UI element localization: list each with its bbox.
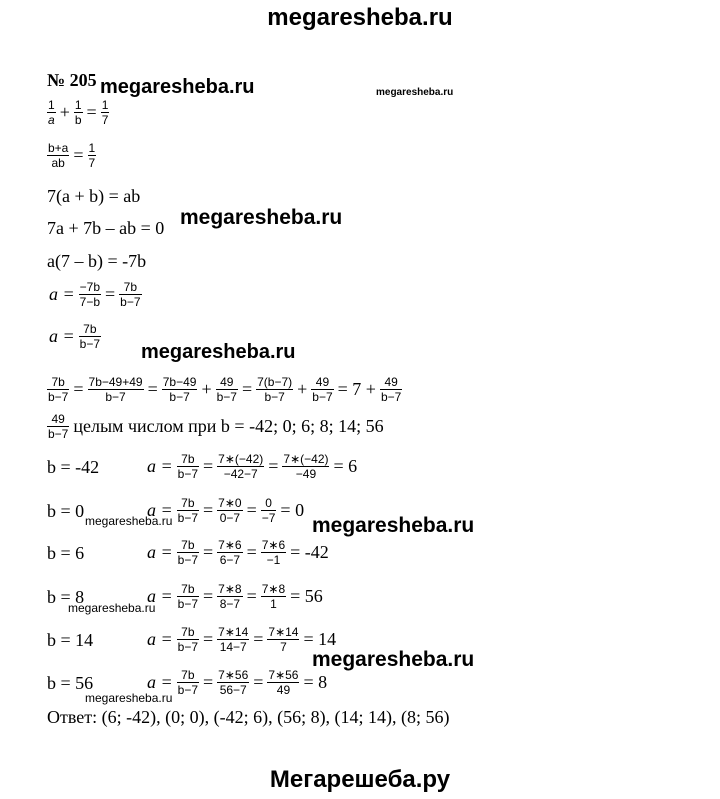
equation-line-3: 7(a + b) = ab: [47, 186, 141, 206]
case-b-value: b = -42: [47, 456, 100, 477]
header-watermark: megaresheba.ru: [267, 4, 453, 31]
watermark: megaresheba.ru: [312, 648, 475, 671]
case-frac-1: $\frac{7b}{b-7}$: [177, 625, 199, 654]
case-row: b = 0 a = $\frac{7b}{b-7}$ = $\frac{7∗0}{0-7}$ = $\frac{0}{-7}$ = 0: [47, 496, 305, 525]
equation-line-4: 7a + 7b – ab = 0: [47, 218, 165, 238]
case-lhs: a =: [147, 500, 173, 520]
case-row: b = 14 a = $\frac{7b}{b-7}$ = $\frac{7∗14}{14-7}$ = $\frac{7∗14}{7}$ = 14: [47, 625, 337, 654]
equation-line-6: a = $\frac{-7b}{7-b}$ = $\frac{7b}{b-7}$: [49, 280, 141, 309]
case-result: = 56: [290, 586, 323, 606]
footer-watermark: Мегарешеба.ру: [269, 766, 451, 793]
case-frac-3: $\frac{7∗56}{49}$: [268, 668, 299, 697]
case-result: = 8: [303, 672, 328, 692]
watermark: megaresheba.ru: [312, 514, 475, 537]
case-frac-1: $\frac{7b}{b-7}$: [177, 496, 199, 525]
watermark: megaresheba.ru: [68, 601, 156, 615]
case-b-value: b = 14: [47, 629, 94, 650]
case-result: = 14: [303, 629, 337, 649]
case-frac-1: $\frac{7b}{b-7}$: [177, 538, 199, 567]
case-row: b = -42 a = $\frac{7b}{b-7}$ = $\frac{7∗(-42)}{-42-7}$ = $\frac{7∗(-42)}{-49}$ = 6: [47, 452, 358, 481]
watermark: megaresheba.ru: [85, 514, 173, 528]
case-frac-2: $\frac{7∗6}{6-7}$: [218, 538, 242, 567]
case-lhs: a =: [147, 542, 173, 562]
case-result: = 0: [280, 500, 305, 520]
case-b-value: b = 0: [47, 500, 85, 521]
watermark: megaresheba.ru: [85, 691, 173, 705]
case-frac-2: $\frac{7∗14}{14-7}$: [218, 625, 249, 654]
case-frac-2: $\frac{7∗0}{0-7}$: [218, 496, 242, 525]
case-result: = -42: [290, 542, 329, 562]
equation-line-7: a = $\frac{7b}{b-7}$: [49, 322, 101, 351]
equation-line-8: $\frac{7b}{b-7}$ = $\frac{7b-49+49}{b-7}$ = $\frac{7b-49}{b-7}$ + $\frac{49}{b-7}$ = $\frac{7(b-7)}{b-7}$ + $\frac{49}{b-7}$ = 7 + $\frac{49}{b-7}$: [48, 375, 402, 404]
case-frac-1: $\frac{7b}{b-7}$: [177, 452, 199, 481]
case-lhs: a =: [147, 456, 173, 476]
case-frac-2: $\frac{7∗56}{56-7}$: [218, 668, 249, 697]
case-lhs: a =: [147, 586, 173, 606]
watermark: megaresheba.ru: [376, 87, 454, 98]
equation-line-1: $\frac{1}{a}$ + $\frac{1}{b}$ = $\frac{1}{7}$: [48, 98, 109, 127]
watermark: megaresheba.ru: [100, 76, 255, 98]
case-lhs: a =: [147, 672, 173, 692]
case-frac-2: $\frac{7∗8}{8-7}$: [218, 582, 242, 611]
equation-line-9: $\frac{49}{b-7}$ целым числом при b = -42; 0; 6; 8; 14; 56: [48, 412, 384, 441]
case-row: b = 56 a = $\frac{7b}{b-7}$ = $\frac{7∗56}{56-7}$ = $\frac{7∗56}{49}$ = 8: [47, 668, 328, 697]
case-b-value: b = 56: [47, 672, 94, 693]
case-result: = 6: [333, 456, 358, 476]
case-frac-3: $\frac{0}{-7}$: [261, 496, 276, 525]
problem-number: № 205: [47, 70, 97, 90]
watermark: megaresheba.ru: [180, 206, 343, 229]
case-lhs: a =: [147, 629, 173, 649]
case-frac-3: $\frac{7∗14}{7}$: [268, 625, 299, 654]
answer-line: Ответ: (6; -42), (0; 0), (-42; 6), (56; 8), (14; 14), (8; 56): [47, 707, 450, 727]
case-frac-1: $\frac{7b}{b-7}$: [177, 582, 199, 611]
case-frac-3: $\frac{7∗(-42)}{-49}$: [283, 452, 329, 481]
case-row: b = 8 a = $\frac{7b}{b-7}$ = $\frac{7∗8}{8-7}$ = $\frac{7∗8}{1}$ = 56: [47, 582, 323, 611]
case-frac-2: $\frac{7∗(-42)}{-42-7}$: [218, 452, 264, 481]
watermark: megaresheba.ru: [141, 341, 296, 363]
case-b-value: b = 6: [47, 542, 85, 563]
equation-line-2: $\frac{b+a}{ab}$ = $\frac{1}{7}$: [48, 141, 96, 170]
equation-line-5: a(7 – b) = -7b: [47, 251, 147, 271]
case-row: b = 6 a = $\frac{7b}{b-7}$ = $\frac{7∗6}{6-7}$ = $\frac{7∗6}{-1}$ = -42: [47, 538, 329, 567]
case-frac-3: $\frac{7∗8}{1}$: [261, 582, 286, 611]
case-frac-3: $\frac{7∗6}{-1}$: [261, 538, 286, 567]
case-frac-1: $\frac{7b}{b-7}$: [177, 668, 199, 697]
case-b-value: b = 8: [47, 586, 85, 607]
